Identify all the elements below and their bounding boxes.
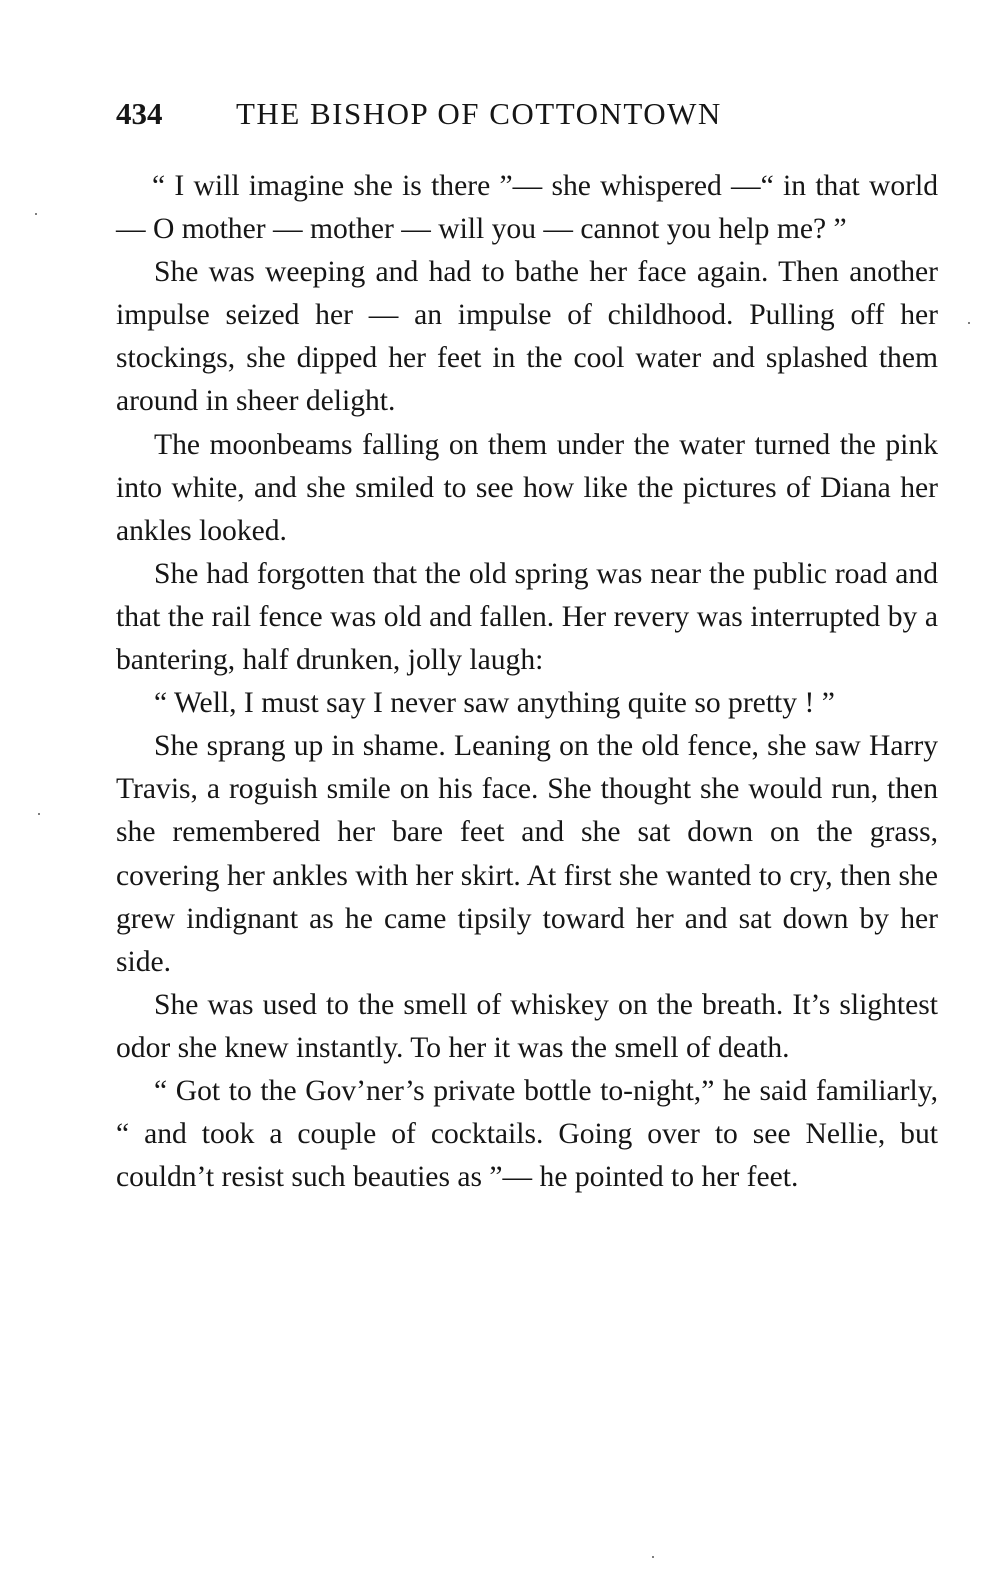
scan-speck (652, 1556, 654, 1558)
paragraph-1: “ I will imagine she is there ”— she whispered —“ in that world — O mother — mother — will you — cannot you help me? ” (116, 170, 938, 246)
paragraph-4: She had forgotten that the old spring was near the public road and that the rail fence was old and fallen. Her revery was interrupted by a bantering, half drunken, jolly laugh: (116, 557, 938, 677)
running-head (116, 96, 936, 140)
running-title: THE BISHOP OF COTTONTOWN (236, 96, 722, 131)
paragraph-7: She was used to the smell of whiskey on the breath. It’s slightest odor she knew instantly. To her it was the smell of death. (116, 988, 938, 1064)
scan-speck (35, 213, 37, 215)
scan-speck (38, 813, 40, 815)
paragraph-8: “ Got to the Gov’ner’s private bottle to-night,” he said familiarly, “ and took a couple of cocktails. Going over to see Nellie, but couldn’t resist such beauties as ”— he pointed to her feet. (116, 1074, 938, 1194)
paragraph-6: She sprang up in shame. Leaning on the old fence, she saw Harry Travis, a roguish smile on his face. She thought she would run, then she remembered her bare feet and she sat down on the grass, covering her ankles with her skirt. At first she wanted to cry, then she grew indignant as he came tipsily toward her and sat down by her side. (116, 730, 938, 978)
page-number: 434 (116, 96, 163, 131)
paragraph-5: “ Well, I must say I never saw anything quite so pretty ! ” (154, 687, 835, 720)
body-text (116, 165, 938, 1199)
paragraph-2: She was weeping and had to bathe her face again. Then another impulse seized her — an impulse of childhood. Pulling off her stockings, she dipped her feet in the cool water and splashed them around in sheer delight. (116, 256, 938, 418)
paragraph-3: The moonbeams falling on them under the water turned the pink into white, and she smiled to see how like the pictures of Diana her ankles looked. (116, 428, 938, 547)
scan-speck (968, 322, 970, 324)
